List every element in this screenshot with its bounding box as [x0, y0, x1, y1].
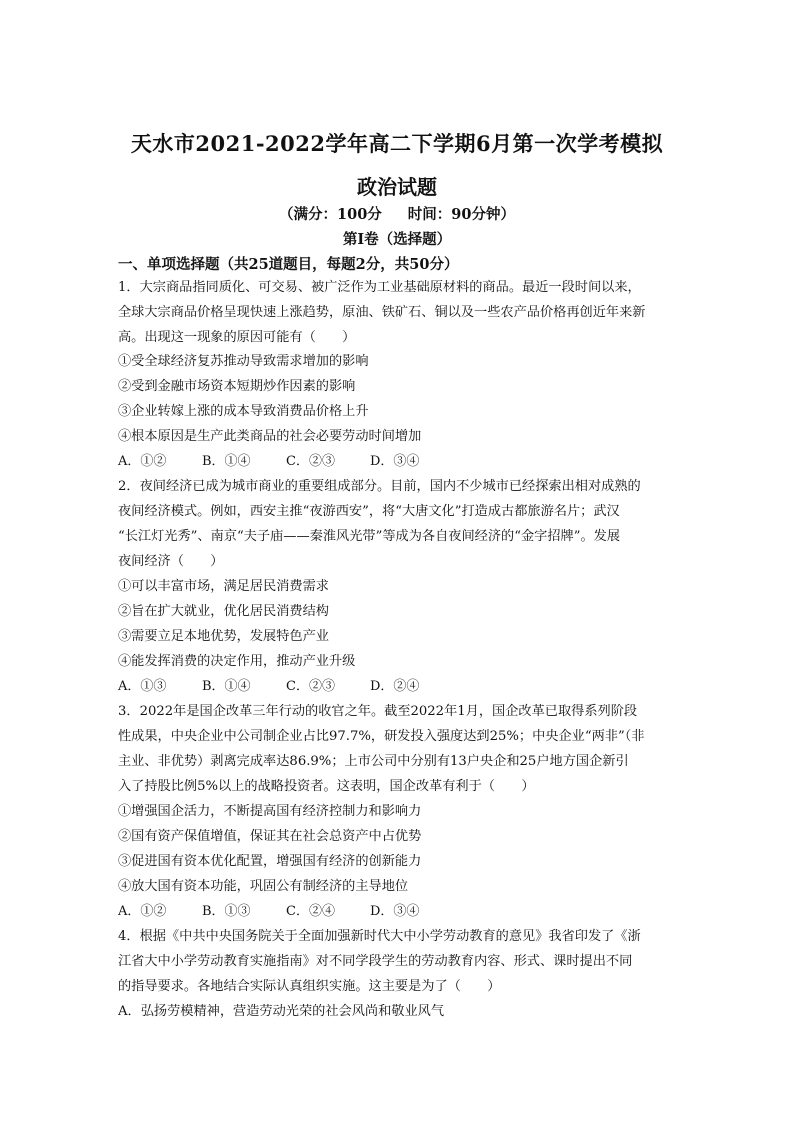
full-score: （满分：100分	[279, 206, 382, 223]
q3-stem-line: 3．2022年是国企改革三年行动的收官之年。截至2022年1月，国企改革已取得系列阶段	[118, 704, 638, 719]
choice-c: C．②④	[286, 904, 335, 919]
q3-stem-line: 性成果，中央企业中公司制企业占比97.7%，研发投入强度达到25%；中央企业“两非”（非	[118, 729, 645, 744]
q4-stem-line: 江省大中小学劳动教育实施指南》对不同学段学生的劳动教育内容、形式、课时提出不同	[118, 954, 633, 969]
q1-stem-line: 1．大宗商品指同质化、可交易、被广泛作为工业基础原材料的商品。最近一段时间以来，	[118, 280, 641, 295]
choice-a: A．①②	[118, 454, 167, 469]
q2-item: ②旨在扩大就业，优化居民消费结构	[118, 604, 329, 619]
section-heading: 一、单项选择题（共25道题目，每题2分，共50分）	[118, 256, 459, 273]
q2-stem-line: 夜间经济模式。例如，西安主推“夜游西安”，将“大唐文化”打造成古都旅游名片；武汉	[118, 504, 620, 519]
q1-item: ①受全球经济复苏推动导致需求增加的影响	[118, 354, 369, 369]
choice-a: A．①②	[118, 904, 167, 919]
q2-stem-line: 夜间经济（ ）	[118, 554, 224, 569]
choice-b: B．①④	[202, 679, 251, 694]
q4-stem-line: 4．根据《中共中央国务院关于全面加强新时代大中小学劳动教育的意见》我省印发了《浙	[118, 929, 641, 944]
q1-item: ③企业转嫁上涨的成本导致消费品价格上升	[118, 404, 369, 419]
q1-item: ④根本原因是生产此类商品的社会必要劳动时间增加	[118, 429, 422, 444]
choice-d: D．③④	[370, 904, 420, 919]
q1-item: ②受到金融市场资本短期炒作因素的影响	[118, 379, 356, 394]
q2-stem-line: “长江灯光秀”、南京“夫子庙——秦淮风光带”等成为各自夜间经济的“金字招牌”。发展	[118, 529, 621, 544]
q3-item: ④放大国有资本功能，巩固公有制经济的主导地位	[118, 879, 409, 894]
choice-d: D．③④	[370, 454, 420, 469]
choice-a: A．①③	[118, 679, 167, 694]
choice-b: B．①④	[202, 454, 251, 469]
choice-c: C．②③	[286, 454, 335, 469]
choice-d: D．②④	[370, 679, 420, 694]
q1-stem-line: 全球大宗商品价格呈现快速上涨趋势，原油、铁矿石、铜以及一些农产品价格再创近年来新	[118, 305, 646, 320]
q3-item: ②国有资产保值增值，保证其在社会总资产中占优势	[118, 829, 422, 844]
time-limit: 时间：90分钟）	[407, 206, 515, 223]
exam-title: 天水市2021-2022学年高二下学期6月第一次学考模拟	[130, 131, 664, 156]
q3-item: ③促进国有资本优化配置，增强国有经济的创新能力	[118, 854, 422, 869]
q1-choices	[118, 452, 454, 472]
q1-stem-line: 高。出现这一现象的原因可能有（ ）	[118, 330, 356, 345]
q3-choices	[118, 902, 454, 922]
q2-choices	[118, 677, 454, 697]
q3-item: ①增强国企活力，不断提高国有经济控制力和影响力	[118, 804, 422, 819]
q3-stem-line: 主业、非优势）剥离完成率达86.9%；上市公司中分别有13户央企和25户地方国企新引	[118, 754, 629, 769]
q4-option-a: A．弘扬劳模精神，营造劳动光荣的社会风尚和敬业风气	[118, 1004, 445, 1019]
q3-stem-line: 入了持股比例5%以上的战略投资者。这表明，国企改革有利于（ ）	[118, 779, 535, 794]
volume-heading: 第Ⅰ卷（选择题）	[342, 231, 452, 248]
exam-subtitle: 政治试题	[357, 175, 437, 199]
q4-stem-line: 的指导要求。各地结合实际认真组织实施。这主要是为了（ ）	[118, 979, 501, 994]
q2-item: ④能发挥消费的决定作用，推动产业升级	[118, 654, 356, 669]
choice-c: C．②③	[286, 679, 335, 694]
exam-meta	[0, 203, 794, 224]
choice-b: B．①③	[202, 904, 251, 919]
q2-item: ①可以丰富市场，满足居民消费需求	[118, 579, 329, 594]
q2-stem-line: 2．夜间经济已成为城市商业的重要组成部分。目前，国内不少城市已经探索出相对成熟的	[118, 479, 641, 494]
q2-item: ③需要立足本地优势，发展特色产业	[118, 629, 329, 644]
